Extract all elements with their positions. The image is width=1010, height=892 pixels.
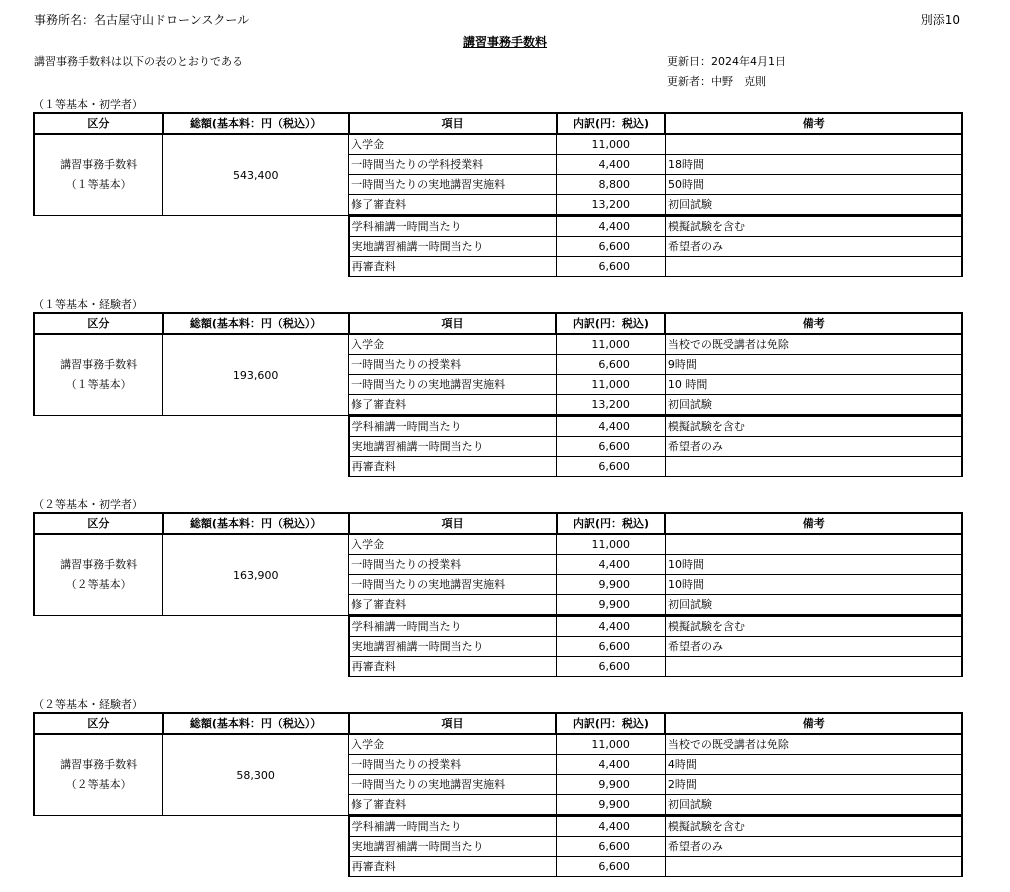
amount-cell: 9,900	[557, 595, 666, 616]
column-header: 区分	[34, 313, 163, 334]
note-cell: 模擬試験を含む	[665, 816, 962, 837]
fee-section	[33, 98, 963, 292]
column-header: 項目	[349, 713, 557, 734]
item-cell: 再審査料	[349, 657, 557, 677]
table-header-row	[34, 713, 962, 734]
amount-cell: 9,900	[557, 575, 666, 595]
section-label: （２等基本・経験者）	[33, 698, 143, 711]
item-cell: 一時間当たりの授業料	[349, 355, 557, 375]
blank-cell	[34, 416, 349, 437]
table-header-row	[34, 513, 962, 534]
column-header: 区分	[34, 513, 163, 534]
fee-section	[33, 698, 963, 892]
item-cell: 実地講習補講一時間当たり	[349, 237, 557, 257]
blank-cell	[34, 837, 349, 857]
column-header: 備考	[665, 713, 962, 734]
item-cell: 学科補講一時間当たり	[349, 616, 557, 637]
total-cell: 543,400	[163, 134, 349, 216]
category-line1: 講習事務手数料	[60, 758, 138, 771]
note-cell: 初回試験	[665, 595, 962, 616]
column-header: 内訳(円：税込)	[557, 513, 666, 534]
item-cell: 実地講習補講一時間当たり	[349, 437, 557, 457]
description: 講習事務手数料は以下の表のとおりである	[34, 55, 243, 68]
column-header: 総額(基本料：円（税込））	[163, 513, 349, 534]
blank-cell	[34, 616, 349, 637]
category-line2: （１等基本）	[65, 378, 132, 391]
item-cell: 再審査料	[349, 257, 557, 277]
amount-cell: 9,900	[556, 795, 665, 816]
category-line1: 講習事務手数料	[60, 158, 138, 171]
amount-cell: 9,900	[556, 775, 665, 795]
item-cell: 学科補講一時間当たり	[349, 416, 557, 437]
table-row	[34, 534, 962, 555]
amount-cell: 6,600	[557, 657, 666, 677]
item-cell: 再審査料	[349, 857, 557, 877]
category-line2: （１等基本）	[65, 178, 132, 191]
section-label: （１等基本・初学者）	[33, 98, 143, 111]
note-cell: 初回試験	[665, 795, 962, 816]
column-header: 内訳(円：税込)	[556, 313, 665, 334]
item-cell: 入学金	[349, 334, 557, 355]
column-header: 総額(基本料：円（税込））	[163, 713, 349, 734]
column-header: 内訳(円：税込)	[557, 113, 666, 134]
category-cell	[34, 534, 163, 616]
blank-cell	[34, 857, 349, 877]
amount-cell: 6,600	[556, 437, 665, 457]
item-cell: 学科補講一時間当たり	[349, 816, 557, 837]
amount-cell: 6,600	[556, 457, 665, 477]
blank-cell	[34, 257, 349, 277]
category-line2: （２等基本）	[65, 778, 132, 791]
note-cell: 当校での既受講者は免除	[665, 734, 962, 755]
updated-by: 更新者：中野 克則	[667, 75, 766, 88]
total-cell: 58,300	[163, 734, 349, 816]
note-cell: 模擬試験を含む	[665, 216, 962, 237]
table-row	[34, 334, 962, 355]
item-cell: 一時間当たりの授業料	[349, 755, 557, 775]
amount-cell: 4,400	[557, 555, 666, 575]
amount-cell: 13,200	[557, 195, 666, 216]
column-header: 項目	[349, 513, 557, 534]
table-row	[34, 257, 962, 277]
note-cell	[665, 134, 962, 155]
column-header: 項目	[349, 313, 557, 334]
column-header: 備考	[665, 113, 962, 134]
column-header: 項目	[349, 113, 557, 134]
table-row	[34, 437, 962, 457]
note-cell: 18時間	[665, 155, 962, 175]
total-cell: 163,900	[163, 534, 349, 616]
column-header: 備考	[665, 513, 962, 534]
table-row	[34, 457, 962, 477]
table-row	[34, 637, 962, 657]
amount-cell: 6,600	[556, 857, 665, 877]
item-cell: 一時間当たりの実地講習実施料	[349, 175, 557, 195]
amount-cell: 6,600	[557, 237, 666, 257]
amount-cell: 11,000	[556, 375, 665, 395]
category-cell	[34, 334, 163, 416]
amount-cell: 4,400	[557, 216, 666, 237]
note-cell: 希望者のみ	[665, 237, 962, 257]
fee-table	[33, 512, 963, 677]
item-cell: 一時間当たりの実地講習実施料	[349, 375, 557, 395]
note-cell	[665, 457, 962, 477]
item-cell: 一時間当たりの実地講習実施料	[349, 575, 557, 595]
amount-cell: 4,400	[556, 416, 665, 437]
category-cell	[34, 134, 163, 216]
item-cell: 修了審査料	[349, 195, 557, 216]
updated-date: 更新日：2024年4月1日	[667, 55, 786, 68]
category-cell	[34, 734, 163, 816]
office-name: 事務所名：名古屋守山ドローンスクール	[34, 13, 250, 27]
note-cell: 模擬試験を含む	[665, 416, 962, 437]
column-header: 備考	[665, 313, 962, 334]
note-cell: 希望者のみ	[665, 437, 962, 457]
table-row	[34, 216, 962, 237]
section-label: （１等基本・経験者）	[33, 298, 143, 311]
column-header: 内訳(円：税込)	[556, 713, 665, 734]
table-header-row	[34, 313, 962, 334]
item-cell: 入学金	[349, 734, 557, 755]
amount-cell: 13,200	[556, 395, 665, 416]
amount-cell: 11,000	[557, 534, 666, 555]
section-label: （２等基本・初学者）	[33, 498, 143, 511]
item-cell: 学科補講一時間当たり	[349, 216, 557, 237]
amount-cell: 6,600	[556, 837, 665, 857]
blank-cell	[34, 637, 349, 657]
table-row	[34, 816, 962, 837]
note-cell: 初回試験	[665, 195, 962, 216]
fee-section	[33, 498, 963, 692]
amount-cell: 4,400	[557, 616, 666, 637]
note-cell: 初回試験	[665, 395, 962, 416]
note-cell	[665, 534, 962, 555]
item-cell: 修了審査料	[349, 395, 557, 416]
note-cell: 当校での既受講者は免除	[665, 334, 962, 355]
item-cell: 一時間当たりの授業料	[349, 555, 557, 575]
item-cell: 一時間当たりの実地講習実施料	[349, 775, 557, 795]
item-cell: 再審査料	[349, 457, 557, 477]
table-row	[34, 857, 962, 877]
note-cell: 9時間	[665, 355, 962, 375]
table-row	[34, 134, 962, 155]
fee-section	[33, 298, 963, 492]
item-cell: 実地講習補講一時間当たり	[349, 637, 557, 657]
fee-table	[33, 312, 963, 477]
attachment-number: 別添10	[920, 13, 960, 27]
amount-cell: 4,400	[557, 155, 666, 175]
amount-cell: 4,400	[556, 816, 665, 837]
amount-cell: 4,400	[556, 755, 665, 775]
amount-cell: 6,600	[556, 355, 665, 375]
fee-table	[33, 712, 963, 877]
note-cell	[665, 657, 962, 677]
page-title: 講習事務手数料	[462, 35, 547, 49]
item-cell: 修了審査料	[349, 595, 557, 616]
item-cell: 入学金	[349, 534, 557, 555]
table-header-row	[34, 113, 962, 134]
amount-cell: 8,800	[557, 175, 666, 195]
item-cell: 入学金	[349, 134, 557, 155]
table-row	[34, 837, 962, 857]
total-cell: 193,600	[163, 334, 349, 416]
note-cell: 10時間	[665, 555, 962, 575]
category-line1: 講習事務手数料	[60, 558, 138, 571]
blank-cell	[34, 216, 349, 237]
item-cell: 修了審査料	[349, 795, 557, 816]
amount-cell: 11,000	[556, 734, 665, 755]
note-cell	[665, 257, 962, 277]
table-row	[34, 616, 962, 637]
amount-cell: 6,600	[557, 637, 666, 657]
column-header: 区分	[34, 713, 163, 734]
table-row	[34, 237, 962, 257]
fee-table	[33, 112, 963, 277]
item-cell: 実地講習補講一時間当たり	[349, 837, 557, 857]
note-cell	[665, 857, 962, 877]
blank-cell	[34, 457, 349, 477]
category-line2: （２等基本）	[65, 578, 132, 591]
note-cell: 50時間	[665, 175, 962, 195]
table-row	[34, 657, 962, 677]
note-cell: 模擬試験を含む	[665, 616, 962, 637]
note-cell: 2時間	[665, 775, 962, 795]
column-header: 総額(基本料：円（税込））	[163, 113, 349, 134]
blank-cell	[34, 657, 349, 677]
blank-cell	[34, 816, 349, 837]
amount-cell: 11,000	[556, 334, 665, 355]
note-cell: 希望者のみ	[665, 837, 962, 857]
amount-cell: 11,000	[557, 134, 666, 155]
blank-cell	[34, 237, 349, 257]
category-line1: 講習事務手数料	[60, 358, 138, 371]
table-row	[34, 734, 962, 755]
item-cell: 一時間当たりの学科授業料	[349, 155, 557, 175]
note-cell: 希望者のみ	[665, 637, 962, 657]
column-header: 区分	[34, 113, 163, 134]
note-cell: 4時間	[665, 755, 962, 775]
amount-cell: 6,600	[557, 257, 666, 277]
note-cell: 10 時間	[665, 375, 962, 395]
table-row	[34, 416, 962, 437]
note-cell: 10時間	[665, 575, 962, 595]
column-header: 総額(基本料：円（税込））	[163, 313, 349, 334]
blank-cell	[34, 437, 349, 457]
